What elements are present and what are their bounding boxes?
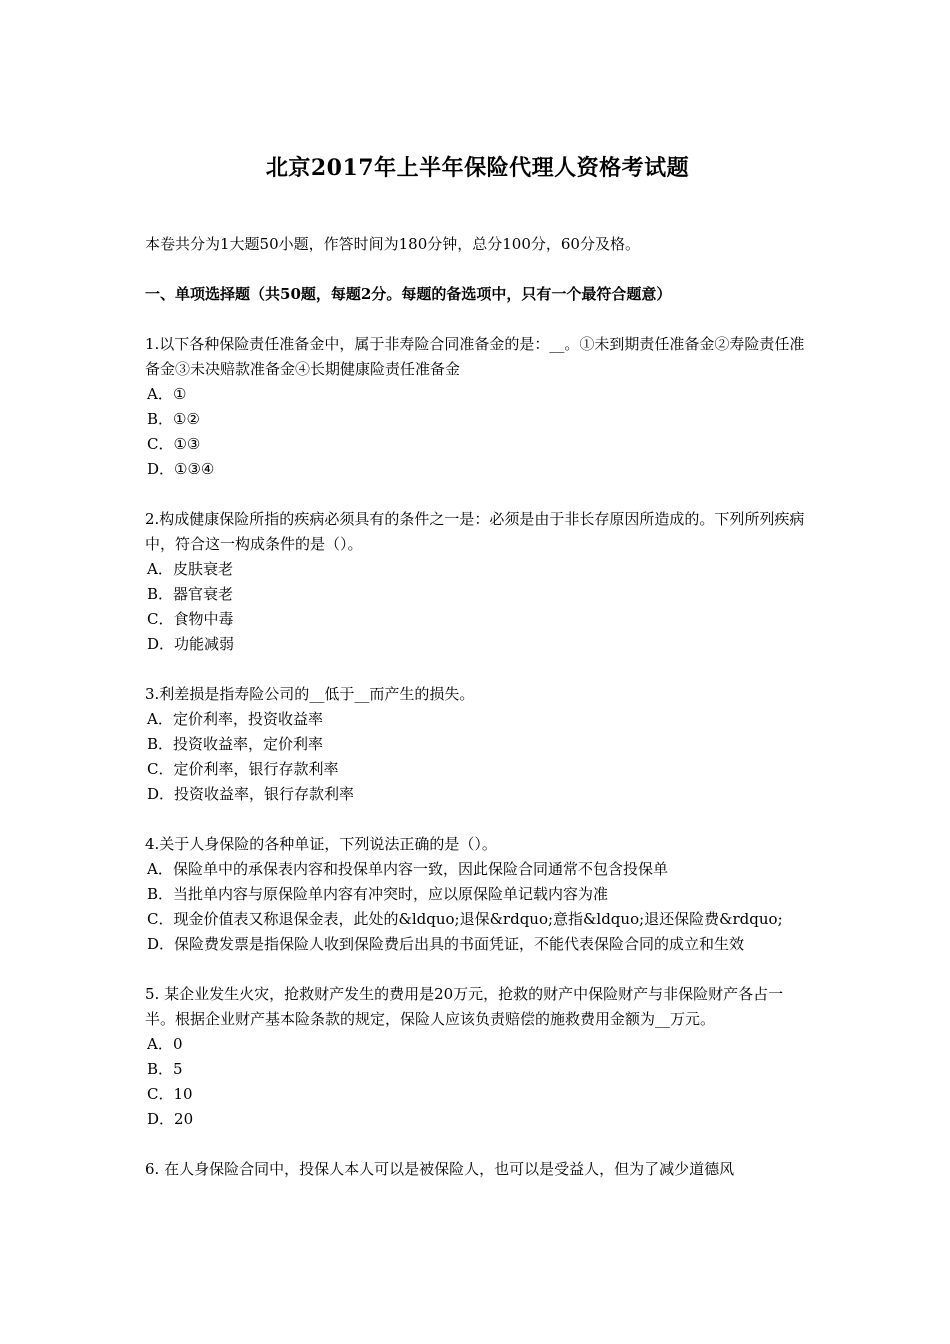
option-text: 20 — [174, 1110, 194, 1128]
option-a — [145, 557, 810, 582]
option-b — [145, 882, 810, 907]
option-label: C． — [147, 910, 174, 928]
option-text: 现金价值表又称退保金表，此处的&ldquo;退保&rdquo;意指&ldquo;退还保险费&rdquo; — [173, 910, 783, 928]
option-label: B． — [147, 885, 174, 903]
option-label: D． — [147, 460, 175, 478]
option-a — [145, 857, 810, 882]
option-label: D． — [147, 785, 175, 803]
exam-intro: 本卷共分为1大题50小题，作答时间为180分钟，总分100分，60分及格。 — [145, 235, 640, 253]
question-5 — [145, 982, 810, 1132]
option-text: ① — [173, 385, 187, 403]
document-page — [145, 150, 810, 1207]
option-text: 投资收益率，银行存款利率 — [174, 785, 355, 803]
option-text: 皮肤衰老 — [173, 560, 234, 578]
option-text: 5 — [173, 1060, 183, 1078]
option-label: A． — [147, 560, 173, 578]
option-b — [145, 1057, 810, 1082]
question-stem: 3.利差损是指寿险公司的__低于__而产生的损失。 — [145, 685, 475, 703]
option-label: B． — [147, 735, 174, 753]
option-c — [145, 907, 810, 932]
option-label: B． — [147, 410, 174, 428]
question-4 — [145, 832, 810, 957]
option-b — [145, 407, 810, 432]
option-label: A． — [147, 860, 173, 878]
option-b — [145, 732, 810, 757]
question-1 — [145, 332, 810, 482]
option-a — [145, 1032, 810, 1057]
option-d — [145, 1107, 810, 1132]
option-label: C． — [147, 760, 174, 778]
option-label: D． — [147, 1110, 175, 1128]
option-label: C． — [147, 435, 174, 453]
option-label: D． — [147, 935, 175, 953]
option-c — [145, 432, 810, 457]
option-text: 0 — [173, 1035, 183, 1053]
option-text: 保险单中的承保表内容和投保单内容一致，因此保险合同通常不包含投保单 — [173, 860, 669, 878]
option-label: A． — [147, 1035, 173, 1053]
question-3 — [145, 682, 810, 807]
question-stem: 6. 在人身保险合同中，投保人本人可以是被保险人，也可以是受益人，但为了减少道德风 — [145, 1160, 735, 1178]
option-d — [145, 632, 810, 657]
option-label: A． — [147, 710, 173, 728]
question-stem: 1.以下各种保险责任准备金中，属于非寿险合同准备金的是：__。①未到期责任准备金②寿险责任准备金③未决赔款准备金④长期健康险责任准备金 — [145, 335, 805, 378]
section-heading: 一、单项选择题（共50题，每题2分。每题的备选项中，只有一个最符合题意） — [145, 285, 672, 303]
option-label: B． — [147, 585, 174, 603]
option-text: 定价利率，银行存款利率 — [173, 760, 339, 778]
question-2 — [145, 507, 810, 657]
option-text: ①③④ — [174, 460, 215, 478]
option-b — [145, 582, 810, 607]
option-c — [145, 607, 810, 632]
option-label: C． — [147, 610, 174, 628]
option-text: 食物中毒 — [173, 610, 234, 628]
question-stem: 5. 某企业发生火灾，抢救财产发生的费用是20万元，抢救的财产中保险财产与非保险财产各占一半。根据企业财产基本险条款的规定，保险人应该负责赔偿的施救费用金额为__万元。 — [145, 985, 784, 1028]
option-text: 定价利率，投资收益率 — [173, 710, 324, 728]
question-list — [145, 332, 810, 1182]
question-stem: 4.关于人身保险的各种单证，下列说法正确的是（）。 — [145, 835, 497, 853]
option-text: 10 — [173, 1085, 193, 1103]
option-a — [145, 707, 810, 732]
question-6 — [145, 1157, 810, 1182]
question-stem: 2.构成健康保险所指的疾病必须具有的条件之一是：必须是由于非长存原因所造成的。下列所列疾病中，符合这一构成条件的是（）。 — [145, 510, 805, 553]
option-text: 当批单内容与原保险单内容有冲突时，应以原保险单记载内容为准 — [173, 885, 609, 903]
option-d — [145, 457, 810, 482]
option-text: 功能减弱 — [174, 635, 235, 653]
option-text: 投资收益率，定价利率 — [173, 735, 324, 753]
option-c — [145, 757, 810, 782]
option-d — [145, 932, 810, 957]
option-a — [145, 382, 810, 407]
option-text: ①③ — [173, 435, 201, 453]
option-text: ①② — [173, 410, 200, 428]
option-text: 保险费发票是指保险人收到保险费后出具的书面凭证，不能代表保险合同的成立和生效 — [174, 935, 745, 953]
option-c — [145, 1082, 810, 1107]
option-label: D． — [147, 635, 175, 653]
option-d — [145, 782, 810, 807]
document-title: 北京2017年上半年保险代理人资格考试题 — [265, 155, 690, 181]
option-label: B． — [147, 1060, 174, 1078]
option-text: 器官衰老 — [173, 585, 234, 603]
option-label: A． — [147, 385, 173, 403]
option-label: C． — [147, 1085, 174, 1103]
